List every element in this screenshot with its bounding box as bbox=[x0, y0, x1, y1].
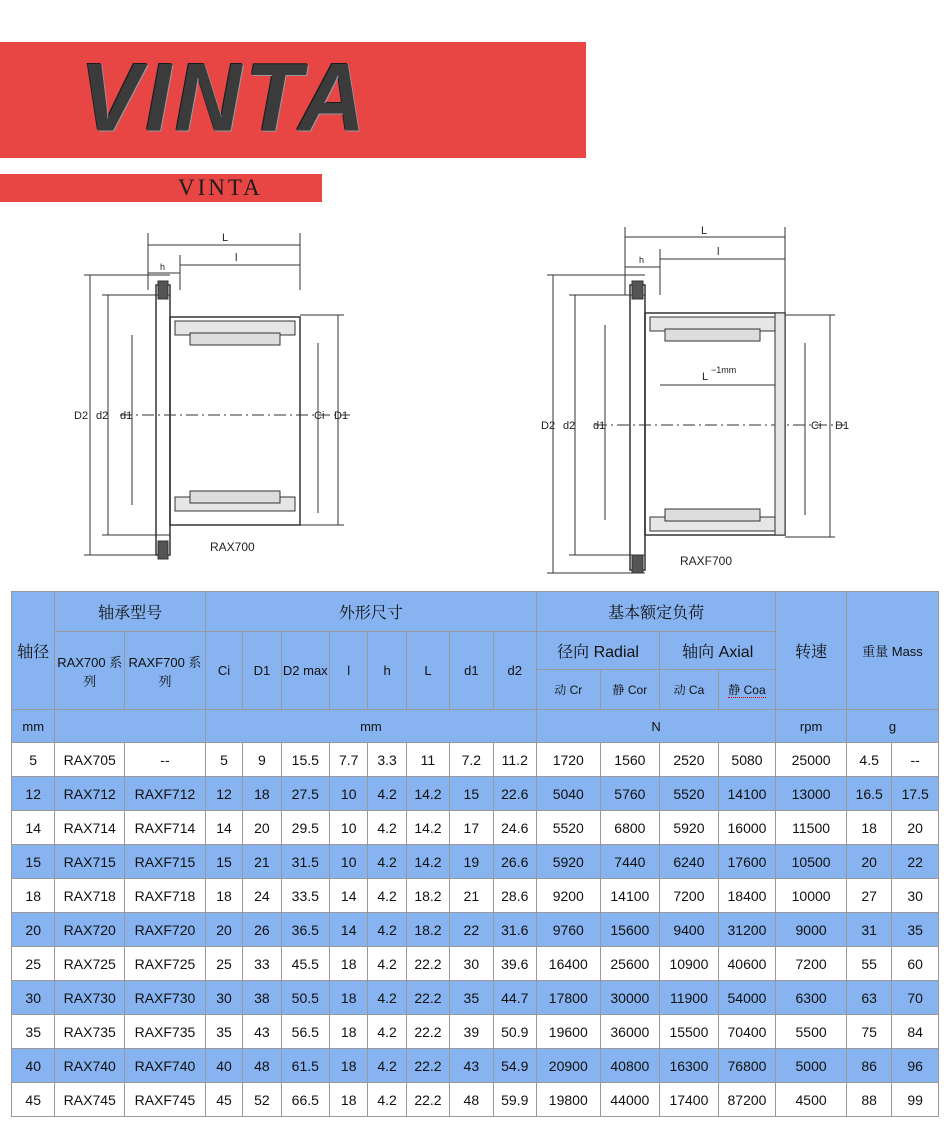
table-cell: 75 bbox=[846, 1015, 891, 1049]
table-cell: 14 bbox=[330, 913, 368, 947]
spec-table-body bbox=[12, 743, 939, 1117]
dim-L-minus-label: L bbox=[702, 371, 709, 383]
table-cell: RAXF712 bbox=[125, 777, 206, 811]
dim-Ci-label: Ci bbox=[314, 410, 325, 422]
table-cell: 4.2 bbox=[368, 913, 406, 947]
table-cell: 5520 bbox=[536, 811, 600, 845]
table-cell: 22.2 bbox=[406, 947, 449, 981]
table-cell: 5000 bbox=[776, 1049, 847, 1083]
table-cell: 14 bbox=[205, 811, 242, 845]
header-cor: 静 Cor bbox=[600, 670, 660, 710]
table-cell: 35 bbox=[892, 913, 939, 947]
table-cell: 18.2 bbox=[406, 913, 449, 947]
table-cell: 18 bbox=[330, 1083, 368, 1117]
table-cell: RAXF745 bbox=[125, 1083, 206, 1117]
table-cell: RAX718 bbox=[55, 879, 125, 913]
table-cell: 55 bbox=[846, 947, 891, 981]
table-cell: 22.2 bbox=[406, 1083, 449, 1117]
table-cell: 21 bbox=[243, 845, 281, 879]
table-cell: 19600 bbox=[536, 1015, 600, 1049]
table-cell: 16400 bbox=[536, 947, 600, 981]
table-cell: 10500 bbox=[776, 845, 847, 879]
table-cell: 15600 bbox=[600, 913, 660, 947]
table-cell: 5 bbox=[205, 743, 242, 777]
table-cell: 18 bbox=[330, 1049, 368, 1083]
dim-d2-label: d2 bbox=[96, 410, 109, 422]
table-cell: 9760 bbox=[536, 913, 600, 947]
table-row bbox=[12, 947, 939, 981]
table-row bbox=[12, 981, 939, 1015]
table-cell: 17600 bbox=[718, 845, 776, 879]
table-cell: 17 bbox=[450, 811, 493, 845]
table-cell: 20 bbox=[846, 845, 891, 879]
unit-shaft: mm bbox=[12, 710, 55, 743]
table-cell: 45 bbox=[205, 1083, 242, 1117]
table-cell: 15500 bbox=[660, 1015, 719, 1049]
table-cell: RAX705 bbox=[55, 743, 125, 777]
table-cell: 14.2 bbox=[406, 777, 449, 811]
table-cell: 39.6 bbox=[493, 947, 536, 981]
header-D1: D1 bbox=[243, 632, 281, 710]
table-cell: 13000 bbox=[776, 777, 847, 811]
table-cell: 31.5 bbox=[281, 845, 329, 879]
table-cell: 11 bbox=[406, 743, 449, 777]
table-cell: 76800 bbox=[718, 1049, 776, 1083]
table-cell: 10 bbox=[330, 777, 368, 811]
table-cell: 26 bbox=[243, 913, 281, 947]
dim-d1-label: d1 bbox=[120, 410, 133, 422]
table-cell: RAX720 bbox=[55, 913, 125, 947]
table-cell: 18 bbox=[205, 879, 242, 913]
table-row bbox=[12, 845, 939, 879]
dim-D1-label: D1 bbox=[835, 420, 850, 432]
header-cr: 动 Cr bbox=[536, 670, 600, 710]
header-axial: 轴向 Axial bbox=[660, 632, 776, 670]
table-cell: 20 bbox=[243, 811, 281, 845]
table-cell: 30 bbox=[450, 947, 493, 981]
table-cell: 22.2 bbox=[406, 1049, 449, 1083]
drawing-caption: RAXF700 bbox=[680, 554, 733, 568]
table-cell: 6300 bbox=[776, 981, 847, 1015]
table-cell: 35 bbox=[205, 1015, 242, 1049]
table-cell: 54000 bbox=[718, 981, 776, 1015]
header-speed: 转速 bbox=[776, 592, 847, 710]
table-cell: 56.5 bbox=[281, 1015, 329, 1049]
table-cell: 59.9 bbox=[493, 1083, 536, 1117]
brand-name: VINTA bbox=[178, 175, 263, 200]
header-weight: 重量 Mass bbox=[846, 592, 938, 710]
table-cell: 11500 bbox=[776, 811, 847, 845]
table-cell: 10900 bbox=[660, 947, 719, 981]
table-cell: 14.2 bbox=[406, 845, 449, 879]
table-cell: 61.5 bbox=[281, 1049, 329, 1083]
table-row bbox=[12, 1083, 939, 1117]
table-cell: 52 bbox=[243, 1083, 281, 1117]
table-row bbox=[12, 777, 939, 811]
table-cell: 20900 bbox=[536, 1049, 600, 1083]
table-cell: 70400 bbox=[718, 1015, 776, 1049]
table-cell: 17.5 bbox=[892, 777, 939, 811]
brand-name-strip bbox=[0, 174, 322, 202]
raxf700-drawing bbox=[535, 225, 855, 580]
table-cell: 14 bbox=[330, 879, 368, 913]
table-cell: 50.5 bbox=[281, 981, 329, 1015]
table-cell: 5080 bbox=[718, 743, 776, 777]
table-cell: RAXF730 bbox=[125, 981, 206, 1015]
table-cell: 31.6 bbox=[493, 913, 536, 947]
table-cell: 20 bbox=[892, 811, 939, 845]
table-cell: 6240 bbox=[660, 845, 719, 879]
table-cell: 40 bbox=[12, 1049, 55, 1083]
table-cell: RAXF725 bbox=[125, 947, 206, 981]
table-cell: 43 bbox=[243, 1015, 281, 1049]
table-cell: 4.5 bbox=[846, 743, 891, 777]
table-cell: 18 bbox=[330, 947, 368, 981]
header-h: h bbox=[368, 632, 406, 710]
table-cell: 9400 bbox=[660, 913, 719, 947]
table-cell: RAX715 bbox=[55, 845, 125, 879]
table-cell: 30 bbox=[12, 981, 55, 1015]
table-cell: 88 bbox=[846, 1083, 891, 1117]
table-cell: 4.2 bbox=[368, 811, 406, 845]
dim-L-label: L bbox=[222, 232, 229, 244]
table-cell: 4.2 bbox=[368, 947, 406, 981]
table-cell: 50.9 bbox=[493, 1015, 536, 1049]
table-cell: 33.5 bbox=[281, 879, 329, 913]
table-cell: 31 bbox=[846, 913, 891, 947]
table-cell: 16300 bbox=[660, 1049, 719, 1083]
table-cell: RAX712 bbox=[55, 777, 125, 811]
table-cell: 40600 bbox=[718, 947, 776, 981]
table-cell: RAXF735 bbox=[125, 1015, 206, 1049]
table-cell: 7200 bbox=[660, 879, 719, 913]
table-cell: 60 bbox=[892, 947, 939, 981]
table-cell: 20 bbox=[205, 913, 242, 947]
table-cell: 44000 bbox=[600, 1083, 660, 1117]
table-cell: 24.6 bbox=[493, 811, 536, 845]
table-cell: 5040 bbox=[536, 777, 600, 811]
table-cell: 9 bbox=[243, 743, 281, 777]
table-cell: RAX725 bbox=[55, 947, 125, 981]
table-row bbox=[12, 1049, 939, 1083]
table-cell: 22 bbox=[450, 913, 493, 947]
table-cell: 22.2 bbox=[406, 1015, 449, 1049]
header-D2-max: D2 max bbox=[281, 632, 329, 710]
table-cell: 25600 bbox=[600, 947, 660, 981]
table-cell: 35 bbox=[450, 981, 493, 1015]
table-cell: 19800 bbox=[536, 1083, 600, 1117]
table-cell: 39 bbox=[450, 1015, 493, 1049]
table-cell: 3.3 bbox=[368, 743, 406, 777]
table-cell: 36.5 bbox=[281, 913, 329, 947]
header-radial: 径向 Radial bbox=[536, 632, 659, 670]
table-cell: RAXF740 bbox=[125, 1049, 206, 1083]
table-cell: 40 bbox=[205, 1049, 242, 1083]
dim-D2-label: D2 bbox=[74, 410, 89, 422]
table-cell: 21 bbox=[450, 879, 493, 913]
table-cell: RAX730 bbox=[55, 981, 125, 1015]
table-cell: 4.2 bbox=[368, 1049, 406, 1083]
table-cell: 7.2 bbox=[450, 743, 493, 777]
table-cell: 22.6 bbox=[493, 777, 536, 811]
table-cell: 4.2 bbox=[368, 879, 406, 913]
table-cell: 30 bbox=[205, 981, 242, 1015]
dim-h-label: h bbox=[160, 262, 166, 272]
table-cell: 27.5 bbox=[281, 777, 329, 811]
table-cell: RAXF714 bbox=[125, 811, 206, 845]
table-cell: 24 bbox=[243, 879, 281, 913]
table-cell: RAXF718 bbox=[125, 879, 206, 913]
table-cell: RAXF720 bbox=[125, 913, 206, 947]
header-raxf-series: RAXF700 系列 bbox=[125, 632, 206, 710]
dim-h-label: h bbox=[639, 255, 645, 265]
table-row bbox=[12, 1015, 939, 1049]
table-row bbox=[12, 913, 939, 947]
header-d2: d2 bbox=[493, 632, 536, 710]
header-coa bbox=[718, 670, 776, 710]
dim-D2-label: D2 bbox=[541, 420, 556, 432]
table-cell: 10 bbox=[330, 811, 368, 845]
table-cell: 44.7 bbox=[493, 981, 536, 1015]
table-cell: 18400 bbox=[718, 879, 776, 913]
table-cell: 14 bbox=[12, 811, 55, 845]
table-cell: 16000 bbox=[718, 811, 776, 845]
table-cell: 15 bbox=[205, 845, 242, 879]
table-cell: 4.2 bbox=[368, 981, 406, 1015]
table-cell: 5520 bbox=[660, 777, 719, 811]
table-cell: 4.2 bbox=[368, 777, 406, 811]
header-load: 基本额定负荷 bbox=[536, 592, 775, 632]
table-cell: 7.7 bbox=[330, 743, 368, 777]
table-row bbox=[12, 879, 939, 913]
dim-minus-1mm-label: −1mm bbox=[711, 365, 737, 375]
header-d1: d1 bbox=[450, 632, 493, 710]
table-cell: 27 bbox=[846, 879, 891, 913]
dim-d2-label: d2 bbox=[563, 420, 576, 432]
table-cell: 45.5 bbox=[281, 947, 329, 981]
header-coa-text: 静 Coa bbox=[728, 683, 766, 697]
table-cell: 54.9 bbox=[493, 1049, 536, 1083]
table-row bbox=[12, 743, 939, 777]
unit-dims: mm bbox=[205, 710, 536, 743]
rax700-drawing bbox=[60, 225, 360, 565]
table-cell: 4.2 bbox=[368, 1083, 406, 1117]
table-cell: 9000 bbox=[776, 913, 847, 947]
dim-l-label: l bbox=[717, 246, 720, 258]
dim-l-label: l bbox=[235, 252, 238, 264]
table-cell: 12 bbox=[205, 777, 242, 811]
table-cell: 19 bbox=[450, 845, 493, 879]
unit-speed: rpm bbox=[776, 710, 847, 743]
dim-L-label: L bbox=[701, 225, 708, 237]
header-shaft: 轴径 bbox=[12, 592, 55, 710]
table-cell: 5920 bbox=[536, 845, 600, 879]
table-cell: 10 bbox=[330, 845, 368, 879]
header-ca: 动 Ca bbox=[660, 670, 719, 710]
table-cell: 26.6 bbox=[493, 845, 536, 879]
dim-d1-label: d1 bbox=[593, 420, 606, 432]
table-cell: RAX745 bbox=[55, 1083, 125, 1117]
table-cell: 63 bbox=[846, 981, 891, 1015]
table-cell: 38 bbox=[243, 981, 281, 1015]
header-model: 轴承型号 bbox=[55, 592, 205, 632]
table-cell: 30 bbox=[892, 879, 939, 913]
table-cell: -- bbox=[125, 743, 206, 777]
table-cell: 18 bbox=[330, 1015, 368, 1049]
table-cell: -- bbox=[892, 743, 939, 777]
table-cell: 14100 bbox=[600, 879, 660, 913]
table-cell: 11.2 bbox=[493, 743, 536, 777]
table-cell: 18 bbox=[243, 777, 281, 811]
table-cell: 17400 bbox=[660, 1083, 719, 1117]
table-cell: 1720 bbox=[536, 743, 600, 777]
table-cell: 86 bbox=[846, 1049, 891, 1083]
table-cell: RAXF715 bbox=[125, 845, 206, 879]
table-cell: 87200 bbox=[718, 1083, 776, 1117]
table-cell: 7200 bbox=[776, 947, 847, 981]
table-row bbox=[12, 811, 939, 845]
table-cell: 66.5 bbox=[281, 1083, 329, 1117]
table-cell: 25 bbox=[12, 947, 55, 981]
table-cell: 10000 bbox=[776, 879, 847, 913]
table-cell: 43 bbox=[450, 1049, 493, 1083]
drawing-caption: RAX700 bbox=[210, 540, 255, 554]
brand-logo: VINTA bbox=[80, 44, 370, 152]
table-cell: 15 bbox=[12, 845, 55, 879]
table-cell: 25 bbox=[205, 947, 242, 981]
table-cell: 2520 bbox=[660, 743, 719, 777]
table-cell: 70 bbox=[892, 981, 939, 1015]
table-cell: 11900 bbox=[660, 981, 719, 1015]
table-cell: 14.2 bbox=[406, 811, 449, 845]
table-cell: 18 bbox=[330, 981, 368, 1015]
table-cell: 33 bbox=[243, 947, 281, 981]
table-cell: 16.5 bbox=[846, 777, 891, 811]
table-cell: 22.2 bbox=[406, 981, 449, 1015]
table-cell: 5760 bbox=[600, 777, 660, 811]
table-cell: 17800 bbox=[536, 981, 600, 1015]
table-cell: 48 bbox=[450, 1083, 493, 1117]
table-cell: 6800 bbox=[600, 811, 660, 845]
table-cell: 4.2 bbox=[368, 1015, 406, 1049]
table-cell: 31200 bbox=[718, 913, 776, 947]
header-L: L bbox=[406, 632, 449, 710]
table-cell: 4.2 bbox=[368, 845, 406, 879]
header-ci: Ci bbox=[205, 632, 242, 710]
header-dims: 外形尺寸 bbox=[205, 592, 536, 632]
table-cell: 14100 bbox=[718, 777, 776, 811]
table-cell: 84 bbox=[892, 1015, 939, 1049]
dim-D1-label: D1 bbox=[334, 410, 349, 422]
table-cell: 45 bbox=[12, 1083, 55, 1117]
table-cell: 25000 bbox=[776, 743, 847, 777]
table-cell: RAX740 bbox=[55, 1049, 125, 1083]
unit-load: N bbox=[536, 710, 775, 743]
table-cell: 48 bbox=[243, 1049, 281, 1083]
table-cell: RAX735 bbox=[55, 1015, 125, 1049]
table-cell: 5500 bbox=[776, 1015, 847, 1049]
unit-model bbox=[55, 710, 205, 743]
table-cell: 30000 bbox=[600, 981, 660, 1015]
table-cell: 22 bbox=[892, 845, 939, 879]
table-cell: 7440 bbox=[600, 845, 660, 879]
table-cell: 18.2 bbox=[406, 879, 449, 913]
table-cell: RAX714 bbox=[55, 811, 125, 845]
table-cell: 20 bbox=[12, 913, 55, 947]
table-cell: 5 bbox=[12, 743, 55, 777]
table-cell: 18 bbox=[846, 811, 891, 845]
table-cell: 36000 bbox=[600, 1015, 660, 1049]
table-cell: 40800 bbox=[600, 1049, 660, 1083]
table-cell: 5920 bbox=[660, 811, 719, 845]
table-cell: 29.5 bbox=[281, 811, 329, 845]
table-cell: 9200 bbox=[536, 879, 600, 913]
table-cell: 18 bbox=[12, 879, 55, 913]
table-cell: 12 bbox=[12, 777, 55, 811]
table-cell: 15 bbox=[450, 777, 493, 811]
table-cell: 99 bbox=[892, 1083, 939, 1117]
unit-weight: g bbox=[846, 710, 938, 743]
header-l: l bbox=[330, 632, 368, 710]
table-cell: 15.5 bbox=[281, 743, 329, 777]
table-cell: 35 bbox=[12, 1015, 55, 1049]
table-cell: 96 bbox=[892, 1049, 939, 1083]
table-cell: 4500 bbox=[776, 1083, 847, 1117]
table-cell: 28.6 bbox=[493, 879, 536, 913]
header-rax-series: RAX700 系列 bbox=[55, 632, 125, 710]
dim-Ci-label: Ci bbox=[811, 420, 822, 432]
spec-table bbox=[11, 591, 939, 1117]
table-cell: 1560 bbox=[600, 743, 660, 777]
